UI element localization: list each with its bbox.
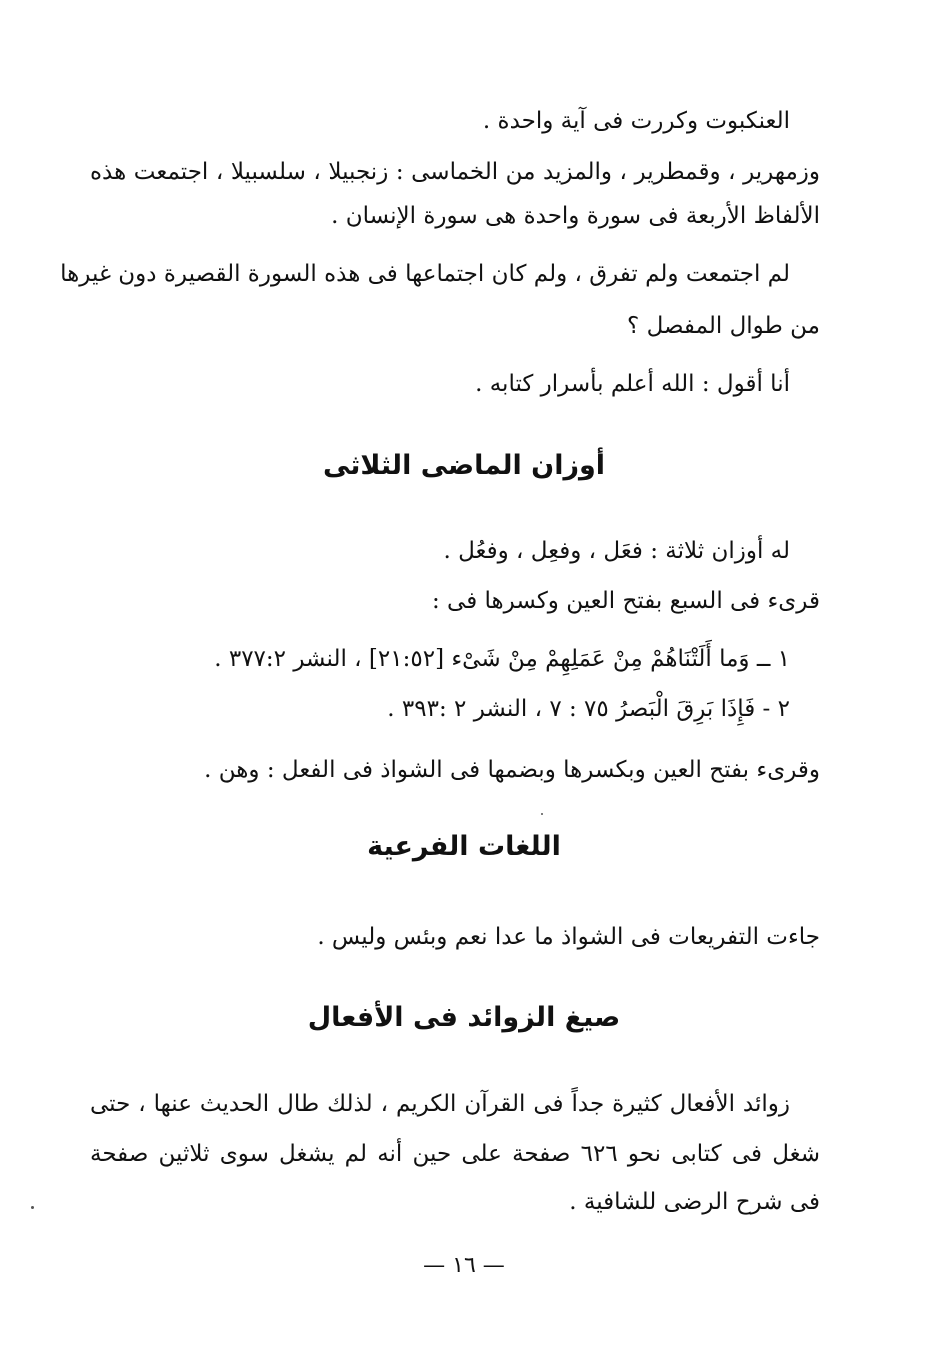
text-line: زوائد الأفعال كثيرة جداً فى القرآن الكريم ، لذلك طال الحديث عنها ، حتى xyxy=(90,1091,790,1117)
scan-speck xyxy=(31,1206,34,1209)
text-line: قرىء فى السبع بفتح العين وكسرها فى : xyxy=(431,588,820,614)
text-line: الألفاظ الأربعة فى سورة واحدة هى سورة الإنسان . xyxy=(331,203,820,229)
text-line: له أوزان ثلاثة : فعَل ، وفعِل ، وفعُل . xyxy=(443,538,790,564)
text-line: العنكبوت وكررت فى آية واحدة . xyxy=(482,108,790,134)
text-line: وزمهرير ، وقمطرير ، والمزيد من الخماسى : زنجبيلا ، سلسبيلا ، اجتمعت هذه xyxy=(90,159,820,185)
text-line: أنا أقول : الله أعلم بأسرار كتابه . xyxy=(475,371,790,397)
quran-citation: ٢ - فَإِذَا بَرِقَ الْبَصرُ ٧٥ : ٧ ، النشر ٢ :٣٩٣ . xyxy=(387,696,790,722)
quran-citation: ١ ــ وَما أَلَتْنَاهُمْ مِنْ عَمَلِهِمْ مِنْ شَىْء [٢١:٥٢] ، النشر ٣٧٧:٢ . xyxy=(214,646,790,672)
text-line: وقرىء بفتح العين وبكسرها وبضمها فى الشواذ فى الفعل : وهن . xyxy=(204,757,820,783)
scan-speck xyxy=(541,813,543,815)
section-heading: صيغ الزوائد فى الأفعال xyxy=(307,1002,621,1033)
text-line: من طوال المفصل ؟ xyxy=(627,313,820,339)
section-heading: أوزان الماضى الثلاثى xyxy=(322,450,606,481)
text-line: شغل فى كتابى نحو ٦٢٦ صفحة على حين أنه لم يشغل سوى ثلاثين صفحة xyxy=(90,1141,820,1167)
text-line: جاءت التفريعات فى الشواذ ما عدا نعم وبئس وليس . xyxy=(317,924,820,950)
text-line: لم اجتمعت ولم تفرق ، ولم كان اجتماعها فى هذه السورة القصيرة دون غيرها xyxy=(60,261,790,287)
section-heading: اللغات الفرعية xyxy=(367,831,561,862)
text-line: فى شرح الرضى للشافية . xyxy=(569,1189,820,1215)
page-number: — ١٦ — xyxy=(423,1253,505,1278)
